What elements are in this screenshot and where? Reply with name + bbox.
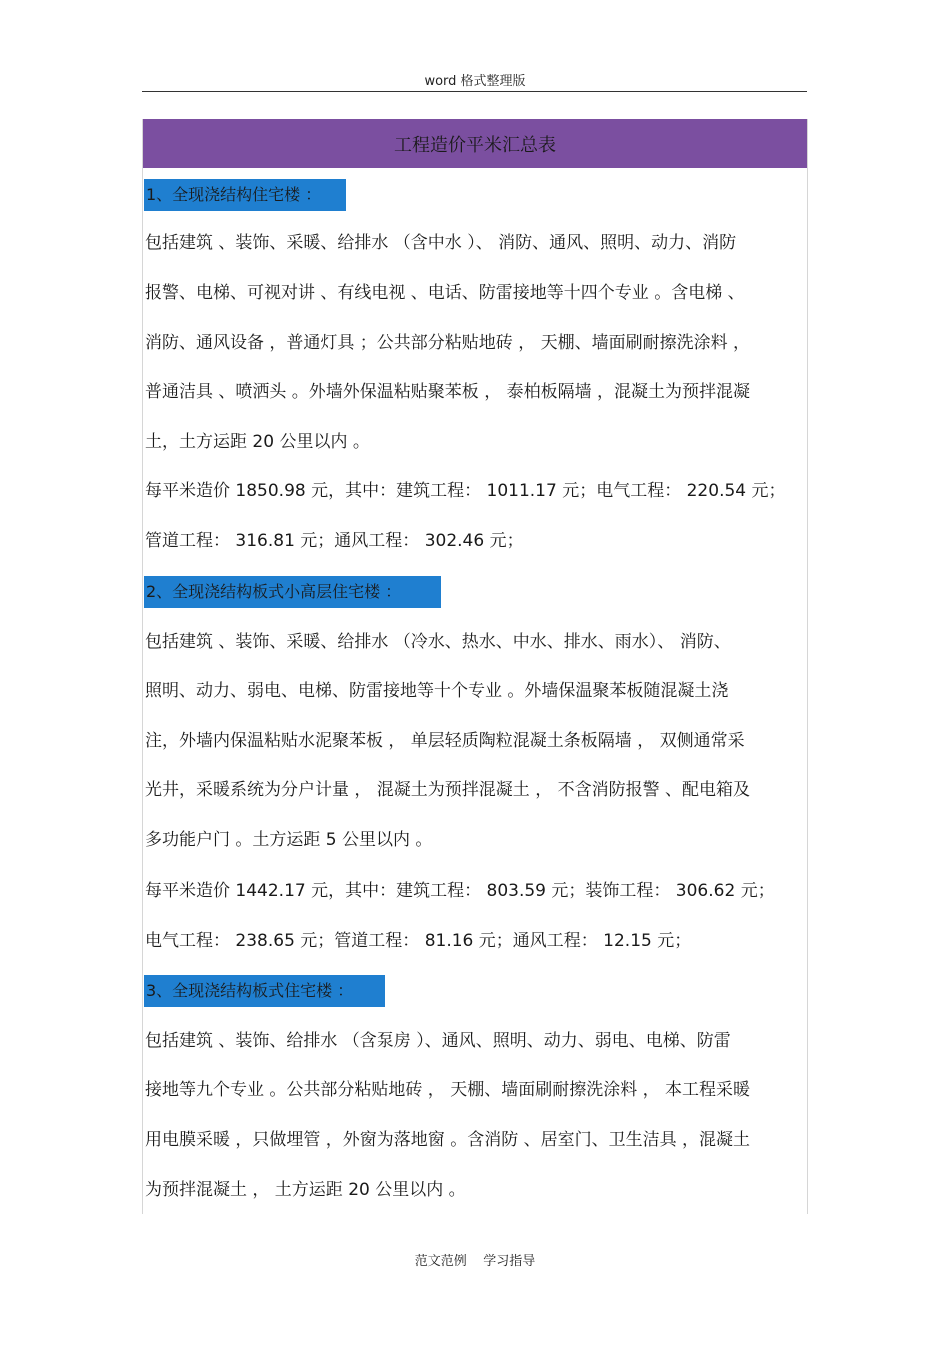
section-1-desc-line: 报警、电梯、可视对讲 、有线电视 、电话、防雷接地等十四个专业 。含电梯 、 bbox=[145, 283, 745, 303]
section-1-desc-line: 土，土方运距 20 公里以内 。 bbox=[145, 432, 370, 452]
section-2-desc-line: 光井，采暖系统为分户计量 ， 混凝土为预拌混凝土 ， 不含消防报警 、配电箱及 bbox=[145, 780, 751, 800]
section-1-label: 1、全现浇结构住宅楼 ： bbox=[144, 179, 346, 211]
section-1-desc-line: 消防、通风设备 ，普通灯具 ；公共部分粘贴地砖 ， 天棚、墙面刷耐擦洗涂料 ， bbox=[145, 333, 751, 353]
section-3-desc-line: 为预拌混凝土 ， 土方运距 20 公里以内 。 bbox=[145, 1180, 466, 1200]
section-2-cost-line: 每平米造价 1442.17 元，其中：建筑工程： 803.59 元；装饰工程： 306.62 元； bbox=[145, 881, 775, 901]
section-3-desc-line: 包括建筑 、装饰、给排水 （含泵房 ）、通风、照明、动力、弱电、电梯、防雷 bbox=[145, 1031, 731, 1051]
page-header: word 格式整理版 bbox=[424, 74, 526, 89]
section-3-desc-line: 用电膜采暖 ，只做埋管 ，外窗为落地窗 。含消防 、居室门、卫生洁具 ，混凝土 bbox=[145, 1130, 751, 1150]
section-2-desc-line: 包括建筑 、装饰、采暖、给排水 （冷水、热水、中水、排水、雨水）、 消防、 bbox=[145, 632, 731, 652]
section-1-desc-line: 包括建筑 、装饰、采暖、给排水 （含中水 ）、 消防、通风、照明、动力、消防 bbox=[145, 233, 737, 253]
section-1-desc-line: 普通洁具 、喷洒头 。外墙外保温粘贴聚苯板 ， 泰柏板隔墙 ，混凝土为预拌混凝 bbox=[145, 382, 751, 402]
section-2-cost-line: 电气工程： 238.65 元；管道工程： 81.16 元；通风工程： 12.15 元； bbox=[145, 931, 692, 951]
section-2-desc-line: 照明、动力、弱电、电梯、防雷接地等十个专业 。外墙保温聚苯板随混凝土浇 bbox=[145, 681, 729, 701]
page-footer: 范文范例 学习指导 bbox=[414, 1254, 536, 1269]
header-rule bbox=[142, 91, 807, 92]
section-2-label: 2、全现浇结构板式小高层住宅楼 ： bbox=[144, 576, 441, 608]
section-1-cost-line: 管道工程： 316.81 元；通风工程： 302.46 元； bbox=[145, 531, 524, 551]
section-3-desc-line: 接地等九个专业 。公共部分粘贴地砖 ， 天棚、墙面刷耐擦洗涂料 ， 本工程采暖 bbox=[145, 1080, 751, 1100]
section-2-desc-line: 多功能户门 。土方运距 5 公里以内 。 bbox=[145, 830, 433, 850]
section-2-desc-line: 注，外墙内保温粘贴水泥聚苯板 ， 单层轻质陶粒混凝土条板隔墙 ， 双侧通常采 bbox=[145, 731, 745, 751]
content-area bbox=[142, 119, 808, 1214]
table-title: 工程造价平米汇总表 bbox=[143, 119, 807, 168]
section-1-cost-line: 每平米造价 1850.98 元，其中：建筑工程： 1011.17 元；电气工程： 220.54 元； bbox=[145, 481, 786, 501]
section-3-label: 3、全现浇结构板式住宅楼 ： bbox=[144, 975, 385, 1007]
